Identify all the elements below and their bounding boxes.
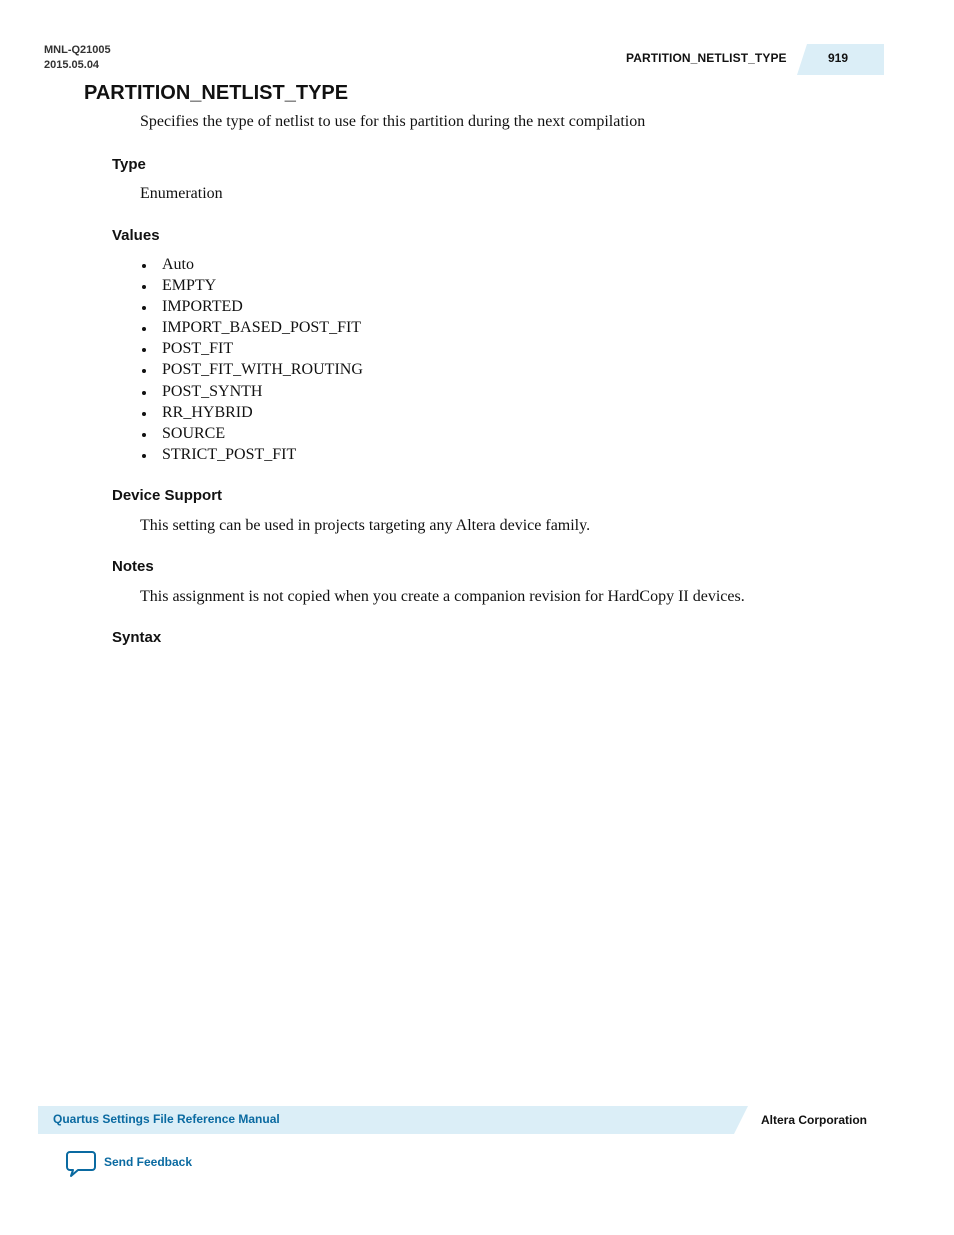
doc-date: 2015.05.04 xyxy=(44,59,100,71)
list-item: IMPORT_BASED_POST_FIT xyxy=(140,317,363,338)
device-support-heading: Device Support xyxy=(112,487,223,504)
list-item: RR_HYBRID xyxy=(140,402,363,423)
list-item: POST_SYNTH xyxy=(140,381,363,402)
list-item: POST_FIT_WITH_ROUTING xyxy=(140,359,363,380)
list-item: IMPORTED xyxy=(140,296,363,317)
running-title: PARTITION_NETLIST_TYPE xyxy=(626,51,787,65)
notes-heading: Notes xyxy=(112,558,154,575)
speech-bubble-icon xyxy=(66,1150,96,1178)
list-item: POST_FIT xyxy=(140,338,363,359)
send-feedback-label: Send Feedback xyxy=(104,1155,193,1169)
device-support-text: This setting can be used in projects targeting any Altera device family. xyxy=(140,517,591,534)
syntax-heading: Syntax xyxy=(112,629,162,646)
type-heading: Type xyxy=(112,156,146,173)
list-item: EMPTY xyxy=(140,275,363,296)
description: Specifies the type of netlist to use for this partition during the next compilation xyxy=(140,113,646,130)
list-item: SOURCE xyxy=(140,423,363,444)
list-item: Auto xyxy=(140,254,363,275)
list-item: STRICT_POST_FIT xyxy=(140,444,363,465)
doc-number: MNL-Q21005 xyxy=(44,44,111,56)
footer-company: Altera Corporation xyxy=(761,1113,868,1127)
notes-text: This assignment is not copied when you create a companion revision for HardCopy II devices. xyxy=(140,588,745,605)
document-id xyxy=(44,43,111,73)
footer-manual-title: Quartus Settings File Reference Manual xyxy=(53,1112,280,1126)
send-feedback-link[interactable] xyxy=(66,1150,192,1178)
page-number: 919 xyxy=(828,51,849,65)
type-value: Enumeration xyxy=(140,185,223,202)
page-title: PARTITION_NETLIST_TYPE xyxy=(84,82,349,104)
values-list xyxy=(140,254,363,465)
values-heading: Values xyxy=(112,227,160,244)
